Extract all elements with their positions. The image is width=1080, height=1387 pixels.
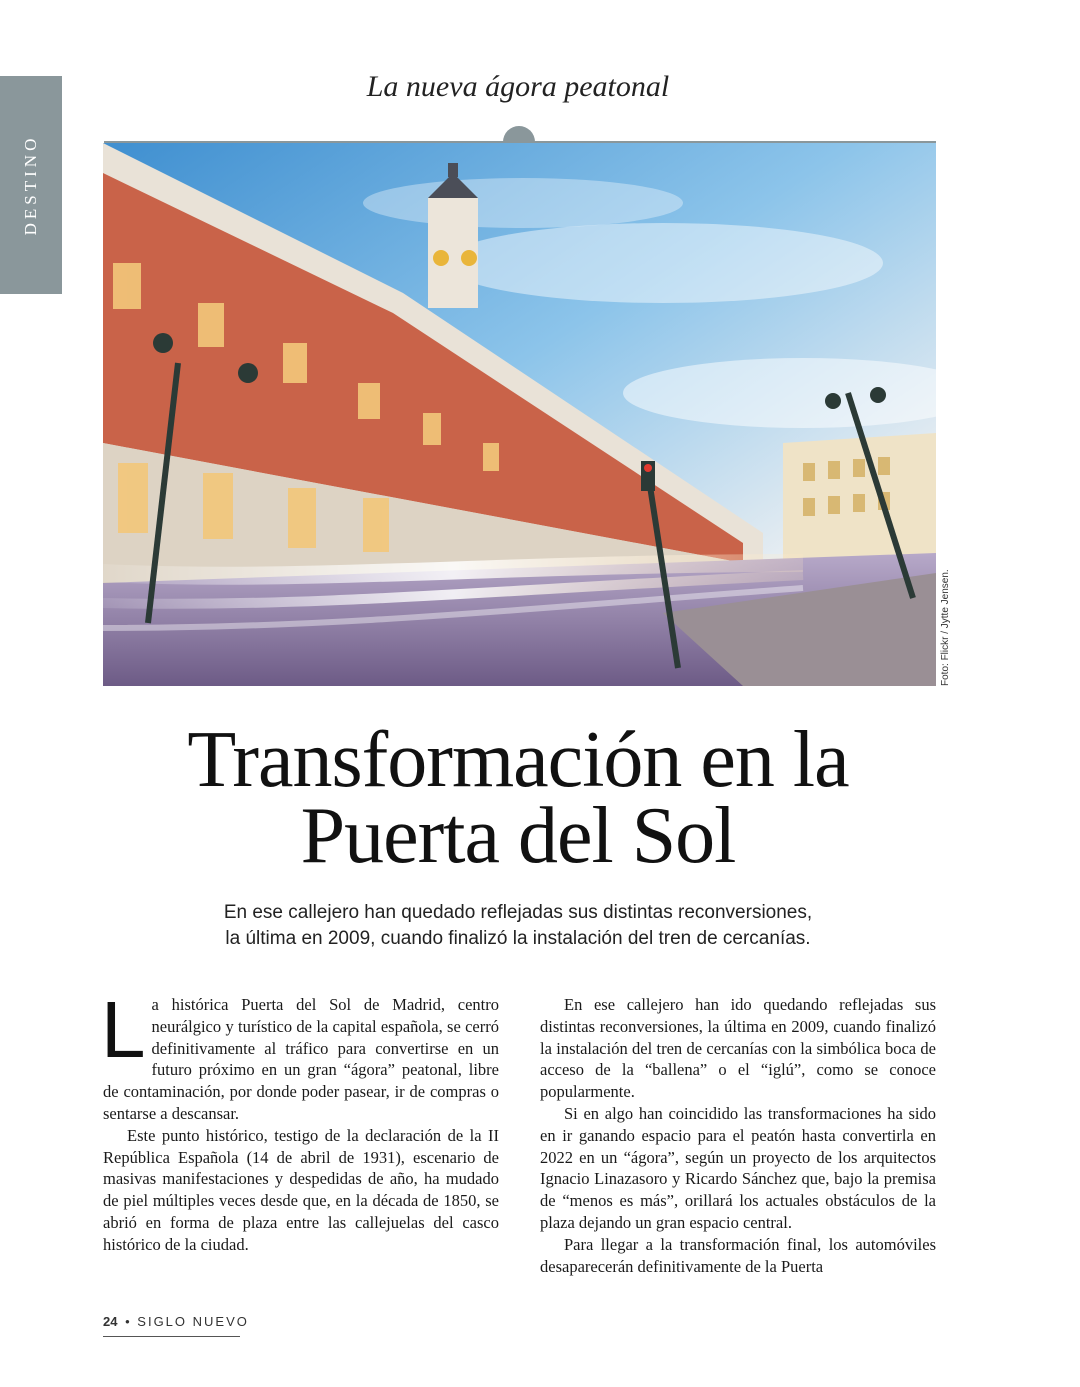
photo-puerta-del-sol-icon bbox=[103, 143, 936, 686]
dropcap: L bbox=[101, 985, 146, 1074]
dek-line-1: En ese callejero han quedado reflejadas sus distintas reconversiones, bbox=[223, 902, 813, 923]
hero-photo bbox=[103, 143, 936, 686]
body-paragraph-2: Este punto histórico, testigo de la declaración de la II República Española (14 de abril de 1931), escenario de masivas manifestaciones y despedidas de año, ha mudado de piel múltiples veces desde que, en la década de 1850, se abrió en forma de plaza entre las callejuelas del casco histórico de la ciudad. bbox=[103, 1125, 499, 1254]
folio-separator: • bbox=[125, 1314, 132, 1329]
headline bbox=[0, 716, 1036, 880]
photo-credit: Foto: Flickr / Jytte Jensen. bbox=[940, 569, 951, 686]
body-paragraph-4: Si en algo han coincidido las transformaciones ha sido en ir ganando espacio para el peatón hasta convertirla en 2022 en un “ágora”, según un proyecto de los arquitectos Ignacio Linazasoro y Ricardo Sánchez que, bajo la premisa de “menos es más”, orillará los actuales obstáculos de la plaza dejando un gran espacio central. bbox=[540, 1103, 936, 1232]
folio bbox=[103, 1314, 249, 1329]
headline-line-1: Transformación en la bbox=[187, 716, 849, 804]
folio-rule bbox=[103, 1336, 240, 1337]
dek-line-2: la última en 2009, cuando finalizó la instalación del tren de cercanías. bbox=[225, 928, 811, 949]
section-tab bbox=[0, 76, 62, 294]
body-paragraph-5: Para llegar a la transformación final, los automóviles desaparecerán definitivamente de la Puerta bbox=[540, 1234, 936, 1276]
body-column-left bbox=[101, 985, 499, 1256]
body-column-right bbox=[540, 994, 936, 1277]
kicker: La nueva ágora peatonal bbox=[366, 70, 670, 103]
headline-line-2: Puerta del Sol bbox=[300, 792, 736, 880]
body-paragraph-1-text: a histórica Puerta del Sol de Madrid, centro neurálgico y turístico de la capital española, se cerró definitivamente al tráfico para convertirse en un futuro próximo en un gran “ágora” peatonal, libre de contaminación, por donde poder pasear, ir de compras o sentarse a descansar. bbox=[103, 995, 499, 1123]
section-tab-label: DESTINO bbox=[21, 134, 40, 236]
body-paragraph-1 bbox=[101, 985, 499, 1125]
publication-name: SIGLO NUEVO bbox=[137, 1314, 249, 1329]
page-number: 24 bbox=[103, 1314, 118, 1329]
dek bbox=[0, 900, 1036, 952]
body-paragraph-3: En ese callejero han ido quedando reflejadas sus distintas reconversiones, la última en 2009, cuando finalizó la instalación del tren de cercanías con la simbólica boca de acceso de la “ballena” o el “iglú”, como se conoce popularmente. bbox=[540, 995, 936, 1102]
